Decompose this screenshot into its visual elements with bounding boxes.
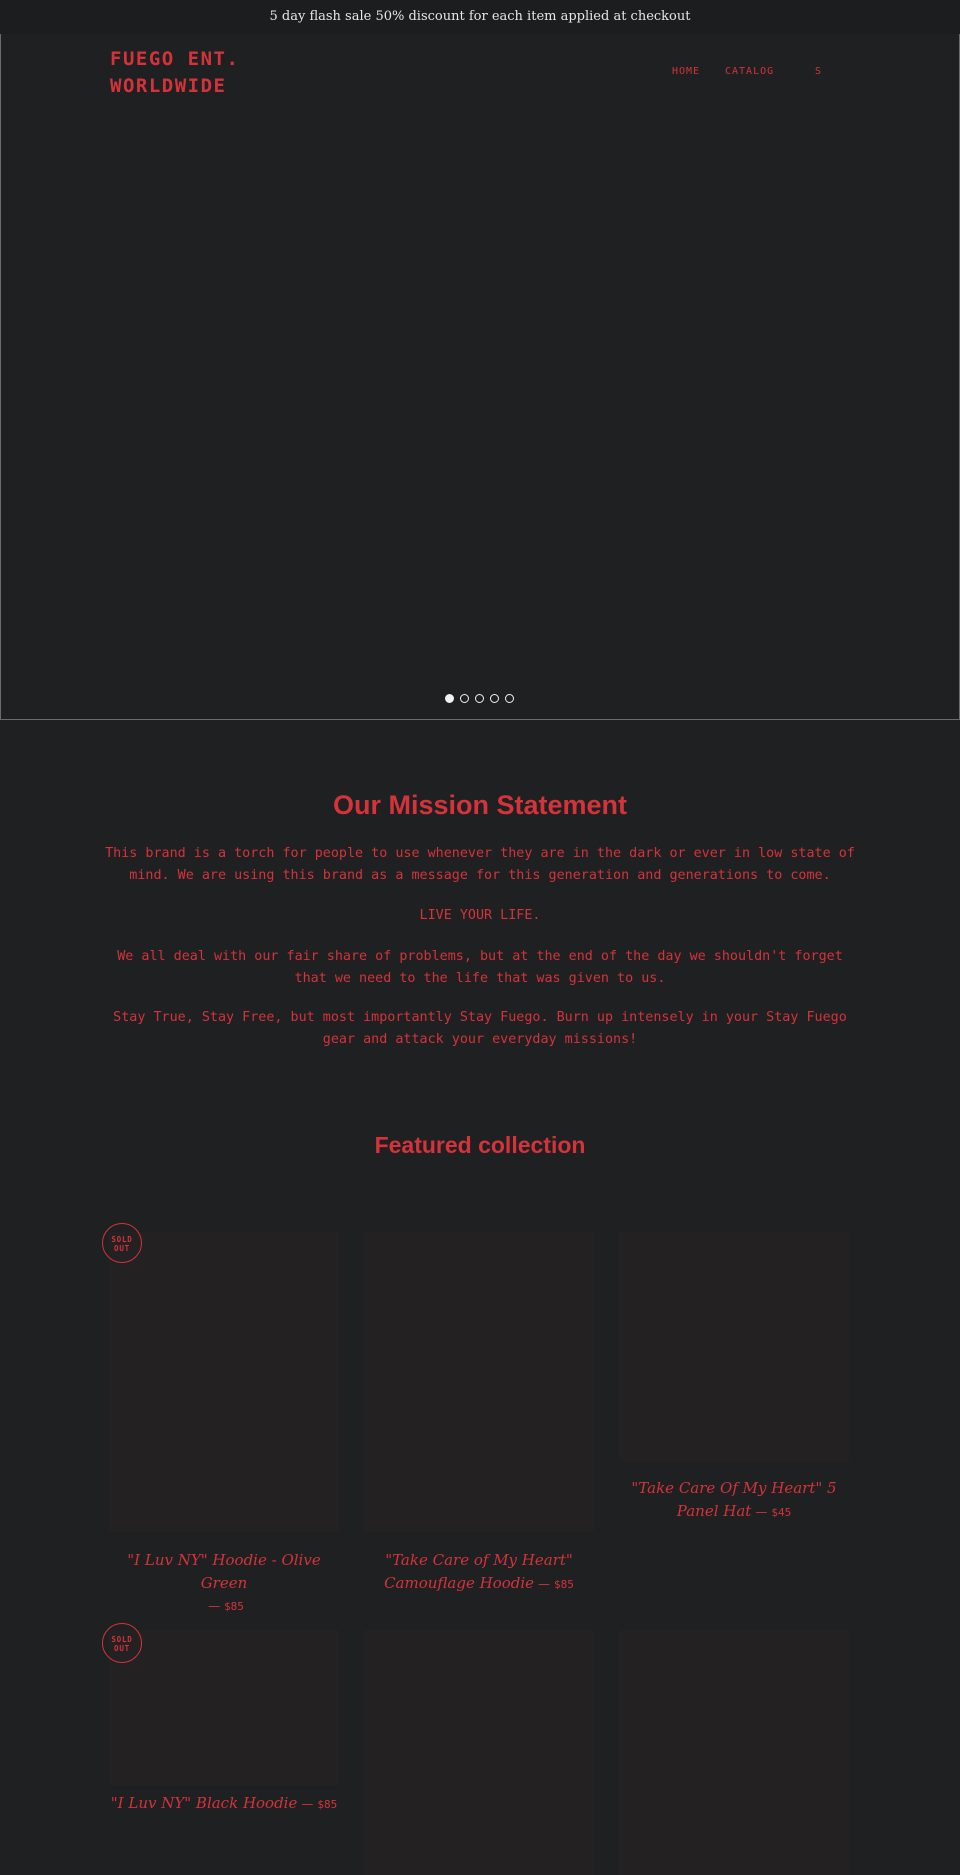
logo-line-1: FUEGO ENT. bbox=[110, 48, 240, 70]
nav-search[interactable]: S bbox=[815, 66, 823, 77]
price-separator: — bbox=[538, 1577, 551, 1591]
product-price: $85 bbox=[554, 1578, 574, 1591]
main-nav bbox=[1, 64, 960, 80]
nav-home[interactable]: HOME bbox=[672, 66, 701, 77]
nav-catalog[interactable]: CATALOG bbox=[725, 66, 775, 77]
product-price: $85 bbox=[317, 1798, 338, 1811]
product-image-3[interactable] bbox=[619, 1232, 849, 1462]
product-price: $45 bbox=[771, 1506, 792, 1519]
slide-dot-1[interactable] bbox=[445, 694, 454, 703]
product-card-2[interactable] bbox=[364, 1549, 594, 1595]
mission-paragraph-1: This brand is a torch for people to use whenever they are in the dark or ever in low state of mind. We are using this brand as a message for this generation and generations to come. bbox=[105, 846, 855, 883]
mission-title: Our Mission Statement bbox=[332, 790, 628, 820]
slide-dot-4[interactable] bbox=[490, 694, 499, 703]
announcement-text: 5 day flash sale 50% discount for each item applied at checkout bbox=[269, 9, 691, 24]
hero-slideshow bbox=[0, 34, 960, 720]
product-price: $85 bbox=[224, 1600, 244, 1613]
slide-dot-5[interactable] bbox=[505, 694, 514, 703]
slide-dot-3[interactable] bbox=[475, 694, 484, 703]
product-title[interactable]: "I Luv NY" Hoodie - Olive Green bbox=[127, 1551, 321, 1592]
product-image-2[interactable] bbox=[364, 1232, 594, 1532]
featured-title: Featured collection bbox=[374, 1132, 586, 1158]
slide-dot-2[interactable] bbox=[460, 694, 469, 703]
product-image-1[interactable] bbox=[109, 1232, 339, 1532]
product-title[interactable]: "Take Care of My Heart" Camouflage Hoodie bbox=[384, 1551, 573, 1592]
price-separator: — bbox=[301, 1797, 314, 1811]
mission-paragraph-4: Stay True, Stay Free, but most importantly Stay Fuego. Burn up intensely in your Stay Fuego gear and attack your everyday missions! bbox=[113, 1010, 847, 1047]
sold-out-badge: SOLD OUT bbox=[102, 1623, 142, 1663]
sold-out-badge: SOLD OUT bbox=[102, 1223, 142, 1263]
product-title[interactable]: "I Luv NY" Black Hoodie bbox=[110, 1794, 298, 1812]
product-image-5[interactable] bbox=[364, 1630, 594, 1875]
logo-line-2: WORLDWIDE bbox=[110, 75, 227, 97]
product-image-6[interactable] bbox=[619, 1630, 849, 1875]
product-image-4[interactable] bbox=[109, 1630, 339, 1785]
mission-paragraph-2: LIVE YOUR LIFE. bbox=[419, 908, 541, 923]
announcement-bar bbox=[0, 0, 960, 34]
price-separator: — bbox=[208, 1599, 221, 1613]
mission-paragraph-3: We all deal with our fair share of problems, but at the end of the day we shouldn't forget that we need to the life that was given to us. bbox=[117, 949, 843, 986]
product-card-4[interactable] bbox=[104, 1792, 344, 1815]
product-card-1[interactable] bbox=[104, 1549, 344, 1614]
product-card-3[interactable] bbox=[624, 1477, 844, 1523]
price-separator: — bbox=[755, 1505, 768, 1519]
product-title[interactable]: "Take Care Of My Heart" 5 Panel Hat bbox=[631, 1479, 837, 1520]
